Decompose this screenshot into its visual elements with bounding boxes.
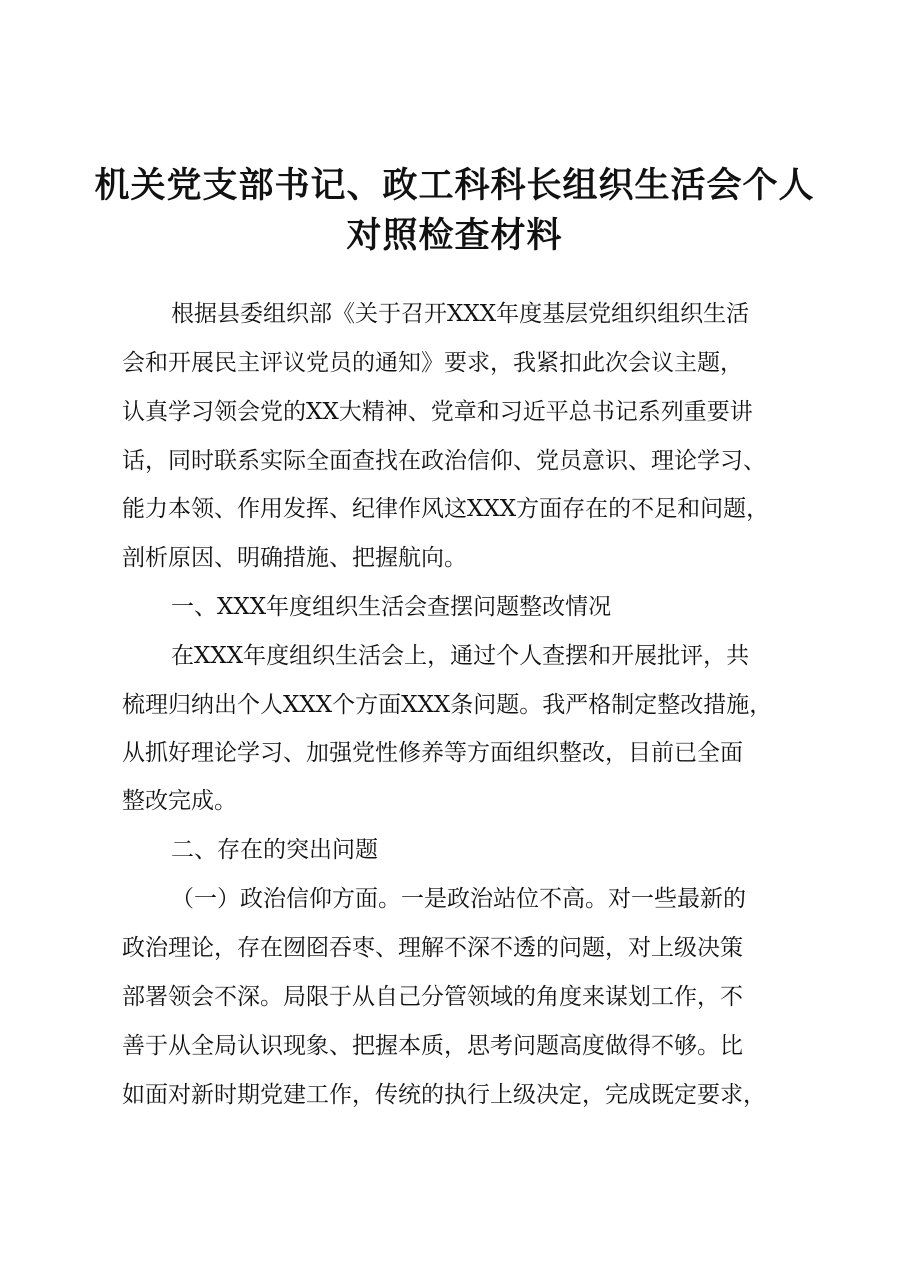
paragraph-line: 从抓好理论学习、加强党性修养等方面组织整改，目前已全面 — [122, 740, 743, 766]
paragraph-line: 剖析原因、明确措施、把握航向。 — [122, 545, 467, 571]
paragraph-line: 如面对新时期党建工作，传统的执行上级决定，完成既定要求， — [122, 1082, 766, 1108]
section-heading: 一、XXX年度组织生活会查摆问题整改情况 — [171, 594, 612, 620]
paragraph-line: 整改完成。 — [122, 788, 237, 814]
document-title-line-1: 机关党支部书记、政工科科长组织生活会个人 — [94, 166, 815, 206]
paragraph-line: 在XXX年度组织生活会上，通过个人查摆和开展批评，共 — [171, 643, 750, 669]
document-title-line-2: 对照检查材料 — [346, 216, 563, 256]
paragraph-line: 认真学习领会党的XX大精神、党章和习近平总书记系列重要讲 — [122, 399, 753, 425]
paragraph-line: 善于从全局认识现象、把握本质，思考问题高度做得不够。比 — [122, 1033, 743, 1059]
paragraph-line: （一）政治信仰方面。一是政治站位不高。对一些最新的 — [171, 886, 746, 912]
paragraph-line: 部署领会不深。局限于从自己分管领域的角度来谋划工作，不 — [122, 984, 743, 1010]
paragraph-line: 根据县委组织部《关于召开XXX年度基层党组织组织生活 — [171, 301, 750, 327]
paragraph-line: 会和开展民主评议党员的通知》要求，我紧扣此次会议主题， — [122, 350, 743, 376]
paragraph-line: 话，同时联系实际全面查找在政治信仰、党员意识、理论学习、 — [122, 448, 766, 474]
paragraph-line: 梳理归纳出个人XXX个方面XXX条问题。我严格制定整改措施， — [122, 692, 773, 718]
paragraph-line: 政治理论，存在囫囵吞枣、理解不深不透的问题，对上级决策 — [122, 935, 743, 961]
paragraph-line: 能力本领、作用发挥、纪律作风这XXX方面存在的不足和问题， — [122, 496, 770, 522]
section-heading: 二、存在的突出问题 — [171, 837, 378, 863]
